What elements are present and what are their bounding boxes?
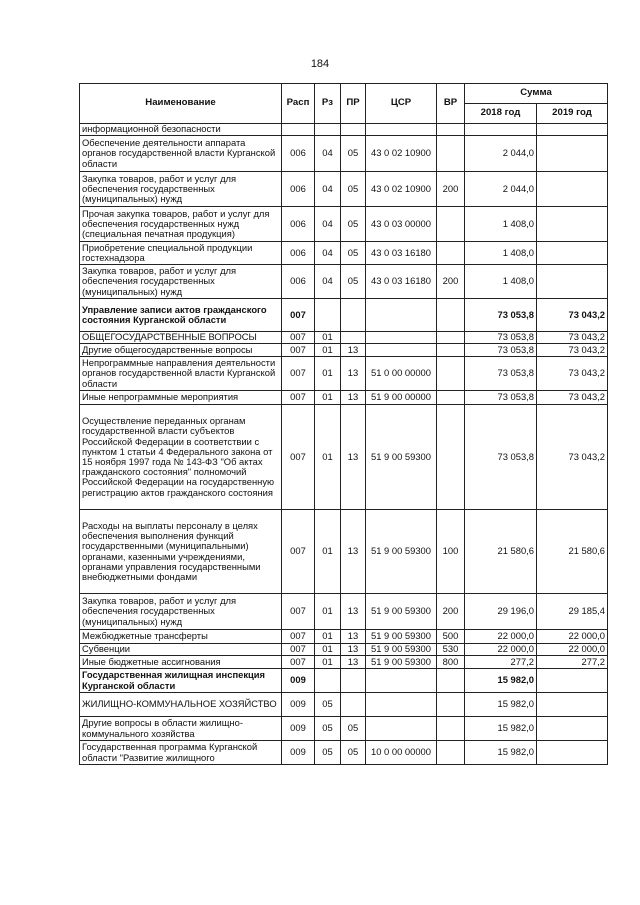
cell-y2018: 2 044,0 xyxy=(465,172,537,207)
table-row xyxy=(80,207,608,242)
header-vr: ВР xyxy=(437,84,465,124)
cell-rz: 04 xyxy=(315,172,341,207)
table-row xyxy=(80,344,608,357)
cell-y2018: 73 053,8 xyxy=(465,391,537,405)
header-sum: Сумма xyxy=(465,84,608,104)
cell-y2018: 21 580,6 xyxy=(465,510,537,594)
cell-csr xyxy=(366,717,437,741)
cell-y2018: 73 053,8 xyxy=(465,299,537,332)
cell-rasp: 007 xyxy=(282,594,315,630)
cell-y2019: 21 580,6 xyxy=(537,510,608,594)
cell-csr xyxy=(366,299,437,332)
cell-vr xyxy=(437,242,465,265)
header-csr: ЦСР xyxy=(366,84,437,124)
cell-rasp: 009 xyxy=(282,741,315,765)
cell-rasp xyxy=(282,124,315,136)
cell-vr xyxy=(437,299,465,332)
cell-name: Прочая закупка товаров, работ и услуг для обеспечения государственных нужд (специальная печатная продукция) xyxy=(80,207,282,242)
cell-y2019 xyxy=(537,693,608,717)
cell-csr: 51 9 00 59300 xyxy=(366,510,437,594)
cell-rz: 04 xyxy=(315,265,341,299)
table-row xyxy=(80,299,608,332)
table-row xyxy=(80,136,608,172)
cell-pr xyxy=(341,693,366,717)
cell-rasp: 009 xyxy=(282,669,315,693)
cell-y2018: 73 053,8 xyxy=(465,405,537,510)
cell-vr: 800 xyxy=(437,656,465,669)
cell-vr xyxy=(437,207,465,242)
cell-name: Закупка товаров, работ и услуг для обеспечения государственных (муниципальных) нужд xyxy=(80,172,282,207)
cell-rasp: 006 xyxy=(282,136,315,172)
cell-name: Непрограммные направления деятельности органов государственной власти Курганской области xyxy=(80,357,282,391)
cell-csr: 51 9 00 59300 xyxy=(366,594,437,630)
cell-rz: 01 xyxy=(315,644,341,656)
cell-rz: 05 xyxy=(315,741,341,765)
cell-rasp: 007 xyxy=(282,630,315,644)
cell-rasp: 007 xyxy=(282,644,315,656)
cell-pr: 05 xyxy=(341,172,366,207)
cell-y2019: 277,2 xyxy=(537,656,608,669)
cell-pr: 13 xyxy=(341,594,366,630)
cell-y2019: 73 043,2 xyxy=(537,344,608,357)
table-row xyxy=(80,265,608,299)
cell-rz: 01 xyxy=(315,391,341,405)
cell-pr: 13 xyxy=(341,656,366,669)
header-2018: 2018 год xyxy=(465,104,537,124)
cell-y2019 xyxy=(537,669,608,693)
table-row xyxy=(80,510,608,594)
cell-y2019: 29 185,4 xyxy=(537,594,608,630)
cell-y2018: 73 053,8 xyxy=(465,332,537,344)
cell-csr: 51 9 00 59300 xyxy=(366,630,437,644)
cell-rz: 04 xyxy=(315,207,341,242)
cell-name: Расходы на выплаты персоналу в целях обеспечения выполнения функций государственными (муниципальными) органами, казенными учреждениями, органами управления государственными внебюджетными фондами xyxy=(80,510,282,594)
cell-rz xyxy=(315,669,341,693)
cell-rz: 01 xyxy=(315,405,341,510)
cell-pr: 13 xyxy=(341,391,366,405)
cell-y2019: 73 043,2 xyxy=(537,405,608,510)
cell-y2018 xyxy=(465,124,537,136)
header-name: Наименование xyxy=(80,84,282,124)
cell-csr: 43 0 03 00000 xyxy=(366,207,437,242)
cell-rasp: 007 xyxy=(282,656,315,669)
cell-pr: 13 xyxy=(341,644,366,656)
cell-pr: 13 xyxy=(341,357,366,391)
cell-rasp: 009 xyxy=(282,693,315,717)
cell-vr xyxy=(437,741,465,765)
cell-rasp: 007 xyxy=(282,357,315,391)
cell-vr xyxy=(437,136,465,172)
table-row xyxy=(80,717,608,741)
header-rasp: Расп xyxy=(282,84,315,124)
cell-name: Осуществление переданных органам государственной власти субъектов Российской Федерации в соответствии с пунктом 1 статьи 4 Федерального закона от 15 ноября 1997 года № 143-ФЗ "Об актах гражданского состояния" полномочий Российской Федерации на государственную регистрацию актов гражданского состояния xyxy=(80,405,282,510)
cell-rz: 01 xyxy=(315,357,341,391)
cell-csr: 43 0 02 10900 xyxy=(366,172,437,207)
cell-y2018: 73 053,8 xyxy=(465,344,537,357)
cell-csr: 10 0 00 00000 xyxy=(366,741,437,765)
cell-vr: 200 xyxy=(437,265,465,299)
cell-y2019: 73 043,2 xyxy=(537,357,608,391)
cell-y2019 xyxy=(537,717,608,741)
cell-y2018: 15 982,0 xyxy=(465,741,537,765)
cell-rasp: 007 xyxy=(282,391,315,405)
cell-csr: 51 9 00 59300 xyxy=(366,656,437,669)
cell-csr xyxy=(366,344,437,357)
cell-pr: 05 xyxy=(341,136,366,172)
cell-y2019 xyxy=(537,207,608,242)
cell-name: Закупка товаров, работ и услуг для обеспечения государственных (муниципальных) нужд xyxy=(80,594,282,630)
cell-pr: 05 xyxy=(341,741,366,765)
cell-y2018: 15 982,0 xyxy=(465,693,537,717)
cell-rasp: 007 xyxy=(282,344,315,357)
table-row xyxy=(80,357,608,391)
cell-y2018: 277,2 xyxy=(465,656,537,669)
cell-vr xyxy=(437,693,465,717)
cell-rasp: 007 xyxy=(282,510,315,594)
cell-y2018: 1 408,0 xyxy=(465,265,537,299)
cell-rz: 01 xyxy=(315,656,341,669)
cell-rasp: 006 xyxy=(282,172,315,207)
table-row xyxy=(80,124,608,136)
cell-rz xyxy=(315,124,341,136)
cell-name: Межбюджетные трансферты xyxy=(80,630,282,644)
cell-name: Закупка товаров, работ и услуг для обеспечения государственных (муниципальных) нужд xyxy=(80,265,282,299)
cell-vr xyxy=(437,391,465,405)
table-row xyxy=(80,669,608,693)
cell-csr xyxy=(366,332,437,344)
cell-rz: 01 xyxy=(315,630,341,644)
cell-name: Субвенции xyxy=(80,644,282,656)
cell-y2018: 22 000,0 xyxy=(465,630,537,644)
cell-y2019: 22 000,0 xyxy=(537,644,608,656)
cell-pr: 13 xyxy=(341,344,366,357)
cell-vr xyxy=(437,344,465,357)
cell-rasp: 006 xyxy=(282,265,315,299)
cell-y2019 xyxy=(537,172,608,207)
cell-rz: 01 xyxy=(315,332,341,344)
header-pr: ПР xyxy=(341,84,366,124)
budget-table xyxy=(79,83,608,765)
cell-pr xyxy=(341,299,366,332)
table-row xyxy=(80,391,608,405)
table-row xyxy=(80,693,608,717)
table-row xyxy=(80,172,608,207)
cell-y2019: 22 000,0 xyxy=(537,630,608,644)
cell-csr: 43 0 03 16180 xyxy=(366,265,437,299)
header-2019: 2019 год xyxy=(537,104,608,124)
table-row xyxy=(80,630,608,644)
cell-rasp: 006 xyxy=(282,207,315,242)
cell-y2018: 73 053,8 xyxy=(465,357,537,391)
table-row xyxy=(80,644,608,656)
table-row xyxy=(80,332,608,344)
table-row xyxy=(80,656,608,669)
cell-name: ОБЩЕГОСУДАРСТВЕННЫЕ ВОПРОСЫ xyxy=(80,332,282,344)
cell-csr xyxy=(366,124,437,136)
cell-csr xyxy=(366,669,437,693)
cell-y2018: 1 408,0 xyxy=(465,207,537,242)
cell-vr: 500 xyxy=(437,630,465,644)
cell-name: Приобретение специальной продукции гостехнадзора xyxy=(80,242,282,265)
cell-rasp: 007 xyxy=(282,405,315,510)
cell-y2019 xyxy=(537,265,608,299)
cell-csr: 51 9 00 00000 xyxy=(366,391,437,405)
cell-pr xyxy=(341,332,366,344)
cell-rasp: 006 xyxy=(282,242,315,265)
cell-name: ЖИЛИЩНО-КОММУНАЛЬНОЕ ХОЗЯЙСТВО xyxy=(80,693,282,717)
cell-y2018: 15 982,0 xyxy=(465,717,537,741)
cell-name: Другие общегосударственные вопросы xyxy=(80,344,282,357)
cell-y2019 xyxy=(537,741,608,765)
cell-pr xyxy=(341,669,366,693)
cell-csr: 51 0 00 00000 xyxy=(366,357,437,391)
cell-y2019: 73 043,2 xyxy=(537,391,608,405)
cell-y2018: 15 982,0 xyxy=(465,669,537,693)
cell-rz: 04 xyxy=(315,136,341,172)
table-body xyxy=(80,124,608,765)
cell-csr xyxy=(366,693,437,717)
cell-y2018: 22 000,0 xyxy=(465,644,537,656)
cell-csr: 51 9 00 59300 xyxy=(366,644,437,656)
cell-y2019 xyxy=(537,242,608,265)
cell-vr xyxy=(437,332,465,344)
cell-name: Иные непрограммные мероприятия xyxy=(80,391,282,405)
page-number: 184 xyxy=(310,58,330,70)
cell-csr: 51 9 00 59300 xyxy=(366,405,437,510)
cell-name: Обеспечение деятельности аппарата органов государственной власти Курганской области xyxy=(80,136,282,172)
cell-csr: 43 0 03 16180 xyxy=(366,242,437,265)
cell-rz: 04 xyxy=(315,242,341,265)
table-row xyxy=(80,405,608,510)
table-row xyxy=(80,594,608,630)
cell-pr: 05 xyxy=(341,265,366,299)
cell-y2019: 73 043,2 xyxy=(537,332,608,344)
cell-y2018: 1 408,0 xyxy=(465,242,537,265)
cell-rz: 01 xyxy=(315,344,341,357)
cell-csr: 43 0 02 10900 xyxy=(366,136,437,172)
cell-pr xyxy=(341,124,366,136)
cell-rasp: 007 xyxy=(282,299,315,332)
cell-name: Другие вопросы в области жилищно-коммунального хозяйства xyxy=(80,717,282,741)
cell-name: Государственная жилищная инспекция Курганской области xyxy=(80,669,282,693)
cell-pr: 13 xyxy=(341,630,366,644)
cell-rasp: 009 xyxy=(282,717,315,741)
cell-y2019 xyxy=(537,124,608,136)
cell-rz xyxy=(315,299,341,332)
cell-name: Иные бюджетные ассигнования xyxy=(80,656,282,669)
cell-vr: 200 xyxy=(437,172,465,207)
cell-vr: 100 xyxy=(437,510,465,594)
cell-y2019: 73 043,2 xyxy=(537,299,608,332)
table-row xyxy=(80,741,608,765)
cell-rz: 05 xyxy=(315,693,341,717)
cell-name: Управление записи актов гражданского состояния Курганской области xyxy=(80,299,282,332)
cell-pr: 05 xyxy=(341,242,366,265)
cell-vr xyxy=(437,717,465,741)
cell-pr: 05 xyxy=(341,207,366,242)
table-row xyxy=(80,242,608,265)
cell-name: информационной безопасности xyxy=(80,124,282,136)
cell-rasp: 007 xyxy=(282,332,315,344)
cell-pr: 13 xyxy=(341,405,366,510)
cell-pr: 05 xyxy=(341,717,366,741)
cell-y2018: 29 196,0 xyxy=(465,594,537,630)
cell-y2019 xyxy=(537,136,608,172)
cell-vr: 200 xyxy=(437,594,465,630)
cell-vr xyxy=(437,124,465,136)
cell-vr xyxy=(437,669,465,693)
cell-y2018: 2 044,0 xyxy=(465,136,537,172)
cell-rz: 01 xyxy=(315,510,341,594)
cell-vr xyxy=(437,405,465,510)
cell-rz: 01 xyxy=(315,594,341,630)
cell-pr: 13 xyxy=(341,510,366,594)
cell-rz: 05 xyxy=(315,717,341,741)
cell-vr: 530 xyxy=(437,644,465,656)
header-rz: Рз xyxy=(315,84,341,124)
cell-name: Государственная программа Курганской области "Развитие жилищного xyxy=(80,741,282,765)
cell-vr xyxy=(437,357,465,391)
